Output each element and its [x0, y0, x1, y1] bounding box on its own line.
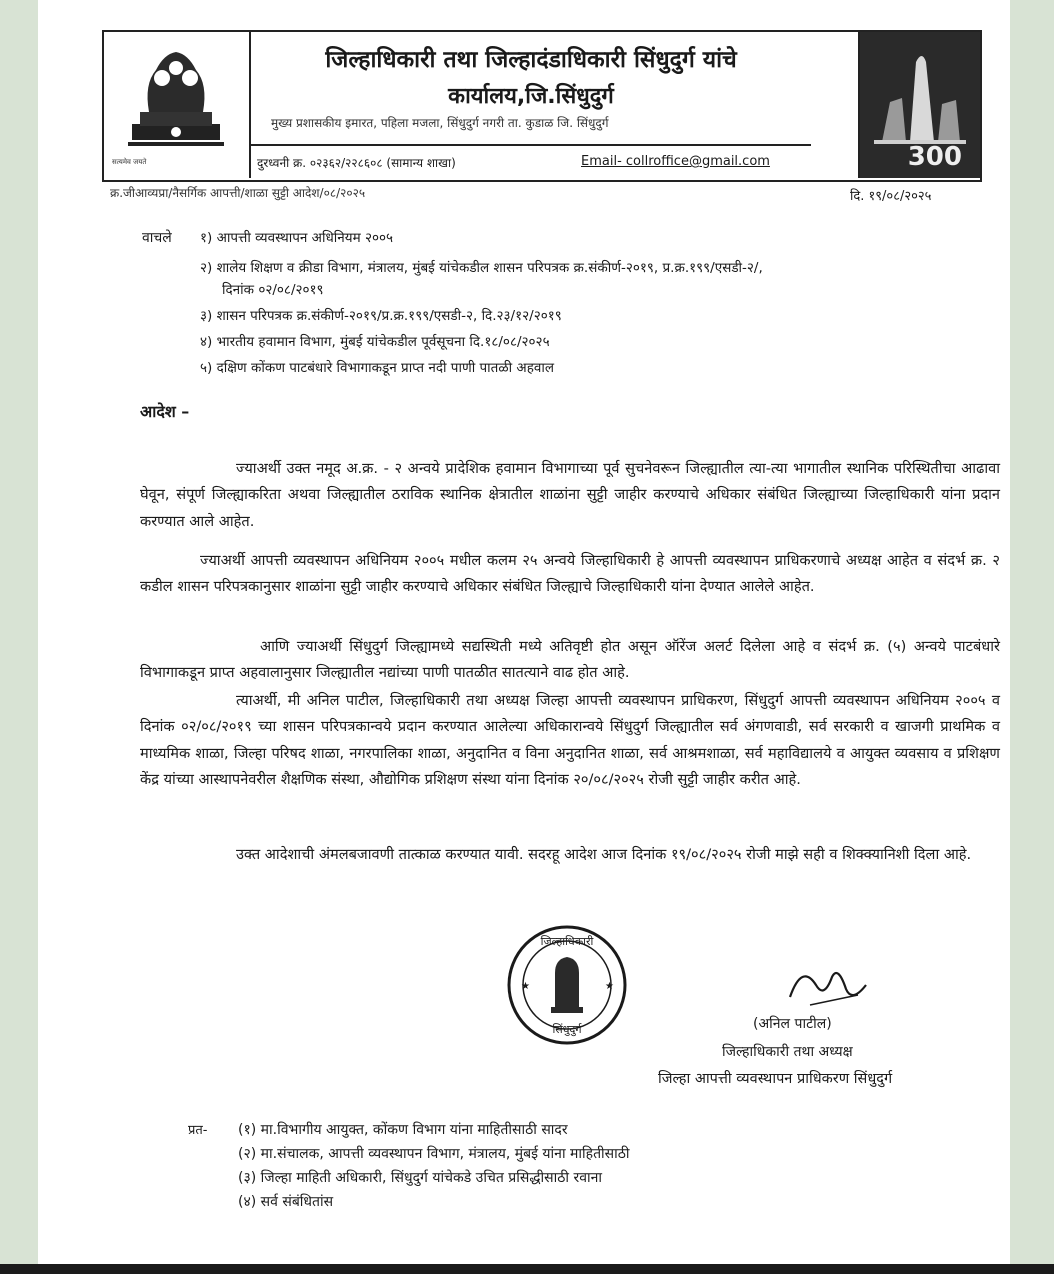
screen-frame-right	[1010, 0, 1054, 1274]
order-heading: आदेश –	[140, 402, 190, 421]
reference-number: क्र.जीआव्यप्रा/नैसर्गिक आपत्ती/शाळा सुट्टी आदेश/०८/२०२५	[110, 186, 366, 200]
reference-date: दि. १९/०८/२०२५	[850, 189, 932, 204]
reference-item: २) शालेय शिक्षण व क्रीडा विभाग, मंत्रालय, मुंबई यांचेकडील शासन परिपत्रक क्र.संकीर्ण-२०१९, प्र.क्र.१९९/एसडी-२/,	[200, 260, 763, 276]
letterhead-title-area	[251, 32, 811, 178]
seal-top-text: जिल्हाधिकारी	[540, 935, 594, 948]
reference-item: १) आपत्ती व्यवस्थापन अधिनियम २००५	[200, 230, 394, 246]
emblem-panel	[104, 32, 251, 178]
emblem-caption: सत्यमेव जयते	[112, 158, 147, 166]
signatory-organization: जिल्हा आपत्ती व्यवस्थापन प्राधिकरण सिंधुदुर्ग	[658, 1071, 893, 1087]
copy-recipient: (२) मा.संचालक, आपत्ती व्यवस्थापन विभाग, मंत्रालय, मुंबई यांना माहितीसाठी	[238, 1146, 630, 1162]
reference-item: ५) दक्षिण कोंकण पाटबंधारे विभागाकडून प्राप्त नदी पाणी पातळी अहवाल	[200, 360, 555, 376]
office-address: मुख्य प्रशासकीय इमारत, पहिला मजला, सिंधुदुर्ग नगरी ता. कुडाळ जि. सिंधुदुर्ग	[271, 116, 609, 130]
reference-item-continued: दिनांक ०२/०८/२०१९	[222, 282, 324, 298]
phone-number: दुरध्वनी क्र. ०२३६२/२२८६०८ (सामान्य शाखा)	[257, 156, 456, 170]
screen-frame-bottom	[0, 1264, 1054, 1274]
anniversary-logo	[858, 32, 980, 178]
document-page	[40, 0, 1010, 1264]
order-paragraph: उक्त आदेशाची अंमलबजावणी तात्काळ करण्यात यावी. सदरहू आदेश आज दिनांक १९/०८/२०२५ रोजी माझे सही व शिक्क्यानिशी दिला आहे.	[236, 846, 972, 863]
signature-mark-icon	[780, 955, 880, 1015]
ashoka-emblem-icon	[104, 32, 249, 178]
copy-recipient: (३) जिल्हा माहिती अधिकारी, सिंधुदुर्ग यांचेकडे उचित प्रसिद्धीसाठी रवाना	[238, 1170, 603, 1186]
reference-item: ४) भारतीय हवामान विभाग, मुंबई यांचेकडील पूर्वसूचना दि.१८/०८/२०२५	[200, 334, 550, 350]
reference-item: ३) शासन परिपत्रक क्र.संकीर्ण-२०१९/प्र.क्र.१९९/एसडी-२, दि.२३/१२/२०१९	[200, 308, 562, 324]
svg-text:★: ★	[605, 981, 614, 992]
contact-row	[251, 144, 811, 179]
letterhead	[102, 30, 982, 182]
signatory-title: जिल्हाधिकारी तथा अध्यक्ष	[722, 1044, 853, 1060]
office-seal-icon	[505, 923, 629, 1047]
references-label: वाचले	[142, 230, 172, 246]
order-paragraph: त्याअर्थी, मी अनिल पाटील, जिल्हाधिकारी तथा अध्यक्ष जिल्हा आपत्ती व्यवस्थापन प्राधिकरण, सिंधुदुर्ग आपत्ती व्यवस्थापन अधिनियम २००५ व दिनांक ०२/०८/२०१९ च्या शासन परिपत्रकान्वये प्रदान करण्यात आलेल्या अधिकारान्वये सिंधुदुर्ग जिल्ह्यातील सर्व अंगणवाडी, सर्व सरकारी व खाजगी प्राथमिक व माध्यमिक शाळा, जिल्हा परिषद शाळा, नगरपालिका शाळा, अनुदानित व विना अनुदानित शाळा, सर्व आश्रमशाळा, सर्व महाविद्यालये व आयुक्त व्यवसाय व प्रशिक्षण केंद्र यांच्या आस्थापनेवरील शैक्षणिक संस्था, औद्योगिक प्रशिक्षण संस्था यांना दिनांक २०/०८/२०२५ रोजी सुट्टी जाहीर करीत आहे.	[140, 692, 1001, 788]
seal-bottom-text: सिंधुदुर्ग	[552, 1023, 582, 1036]
signatory-name: (अनिल पाटील)	[753, 1016, 832, 1032]
copy-recipient: (४) सर्व संबंधितांस	[238, 1194, 334, 1210]
copy-recipient: (१) मा.विभागीय आयुक्त, कोंकण विभाग यांना माहितीसाठी सादर	[238, 1122, 568, 1138]
office-title-line1: जिल्हाधिकारी तथा जिल्हादंडाधिकारी सिंधुदुर्ग यांचे	[325, 47, 737, 73]
order-paragraph: ज्याअर्थी आपत्ती व्यवस्थापन अधिनियम २००५ मधील कलम २५ अन्वये जिल्हाधिकारी हे आपत्ती व्यवस्थापन प्राधिकरणाचे अध्यक्ष आहेत व संदर्भ क्र. २ कडील शासन परिपत्रकानुसार शाळांना सुट्टी जाहीर करण्याचे अधिकार संबंधित जिल्ह्याचे जिल्हाधिकारी यांना देण्यात आलेले आहेत.	[140, 552, 1000, 596]
copies-label: प्रत-	[188, 1123, 208, 1138]
office-title-line2: कार्यालय,जि.सिंधुदुर्ग	[448, 84, 614, 109]
order-paragraph: आणि ज्याअर्थी सिंधुदुर्ग जिल्ह्यामध्ये सद्यस्थिती मध्ये अतिवृष्टी होत असून ऑरेंज अलर्ट दिलेला आहे व संदर्भ क्र. (५) अन्वये पाटबंधारे विभागाकडून प्राप्त अहवालानुसार जिल्ह्यातील नद्यांच्या पाणी पातळीत सातत्याने वाढ होत आहे.	[140, 638, 1000, 682]
email-link[interactable]: Email- collroffice@gmail.com	[581, 154, 770, 169]
order-paragraph: ज्याअर्थी उक्त नमूद अ.क्र. - २ अन्वये प्रादेशिक हवामान विभागाच्या पूर्व सुचनेवरून जिल्ह्यातील त्या-त्या भागातील स्थानिक परिस्थितीचा आढावा घेवून, संपूर्ण जिल्ह्याकरिता अथवा जिल्ह्यातील ठराविक स्थानिक क्षेत्रातील शाळांना सुट्टी जाहीर करण्याचे अधिकार संबंधित जिल्ह्याच्या जिल्हाधिकारी यांना प्रदान करण्यात आले आहेत.	[140, 460, 1000, 530]
logo-300-text: 300	[907, 142, 962, 172]
screen-frame-left	[0, 0, 38, 1274]
svg-text:★: ★	[521, 981, 530, 992]
